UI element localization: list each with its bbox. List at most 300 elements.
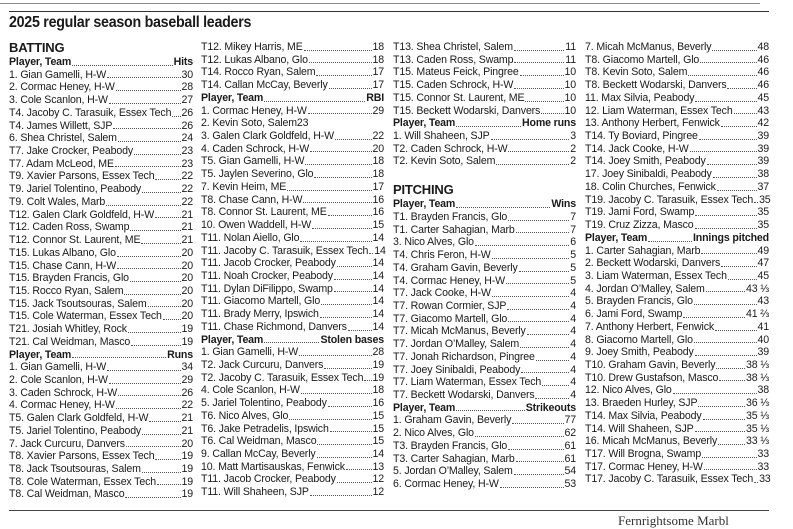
stat-value: 21	[181, 234, 193, 247]
dot-leader	[116, 407, 181, 409]
player-team: T7. Rowan Cormier, SJP	[393, 299, 507, 312]
player-team: 1. Gian Gamelli, H-W	[9, 361, 107, 374]
dot-leader	[716, 367, 745, 369]
stat-value: 39	[757, 142, 769, 155]
stat-value: 24	[181, 132, 193, 145]
player-team: 17. Joey Sinibaldi, Peabody	[585, 168, 712, 181]
dot-leader	[514, 87, 563, 89]
player-team: 6. Cormac Heney, H-W	[393, 478, 499, 490]
dot-leader	[142, 191, 180, 193]
player-team: 3. Caden Schrock, H-W	[9, 386, 118, 399]
player-team: 9. Joey Smith, Peabody	[585, 346, 694, 359]
player-team: T7. Giacomo Martell, Glo	[393, 312, 508, 325]
stat-value: 19	[372, 358, 384, 371]
stat-value: 15	[372, 435, 384, 448]
dot-leader	[328, 214, 372, 216]
leader-row	[585, 181, 769, 194]
player-team: 4. Caden Schrock, H-W	[201, 142, 310, 155]
leader-row	[393, 287, 576, 300]
leader-row	[393, 155, 576, 168]
dot-leader	[287, 189, 371, 191]
player-team: 5. Jordan O’Malley, Salem	[393, 465, 513, 478]
header-player-team: Player, Team	[201, 333, 264, 346]
dot-leader	[520, 74, 564, 76]
leader-row	[393, 224, 576, 237]
player-team: 6. Jami Ford, Swamp	[585, 308, 683, 321]
stat-value: 10	[564, 91, 576, 104]
player-team: T1. Brayden Francis, Glo	[393, 210, 508, 223]
dot-leader	[695, 214, 756, 216]
player-team: T6. Nico Alves, Glo	[201, 409, 289, 422]
stat-value: 17	[372, 180, 384, 193]
stat-value: 53	[564, 478, 576, 490]
stat-value: 5	[570, 261, 576, 274]
section-heading: BATTING	[9, 40, 65, 55]
player-team: 12. Liam Waterman, Essex Tech	[585, 104, 733, 117]
dot-leader	[369, 252, 373, 254]
leader-row	[585, 283, 769, 296]
dot-leader	[695, 100, 756, 102]
stat-value: 26	[181, 386, 193, 399]
dot-leader	[334, 278, 372, 280]
stat-value: 4	[570, 325, 576, 338]
player-team: T4. Jacoby C. Tarasuik, Essex Tech	[9, 106, 172, 119]
stat-value: 36 ⅓	[746, 397, 769, 410]
dot-leader	[134, 153, 180, 155]
stat-value: 5	[570, 249, 576, 262]
leader-row	[9, 425, 193, 438]
stat-value: 19	[181, 335, 193, 348]
player-team: T3. Carter Sahagian, Marb	[393, 452, 515, 465]
player-team: T15. Beckett Wodarski, Danvers	[393, 104, 541, 117]
leader-row	[201, 194, 384, 207]
leader-row	[9, 412, 193, 425]
leader-row	[585, 117, 769, 130]
leader-row	[9, 399, 193, 412]
stat-value: 28	[181, 81, 193, 94]
header-player-team: Player, Team	[393, 117, 456, 130]
stat-value: 49	[757, 244, 769, 257]
leader-row	[201, 435, 384, 448]
player-team: T2. Caden Schrock, H-W	[393, 142, 508, 155]
player-team: T8. Cole Waterman, Essex Tech	[9, 475, 156, 488]
leader-row	[585, 397, 769, 410]
player-team: T7. Jack Cooke, H-W	[393, 287, 491, 300]
dot-leader	[727, 87, 756, 89]
player-team: T11. Dylan DiFilippo, Swamp	[201, 282, 333, 295]
player-team: 9. Callan McCay, Beverly	[201, 448, 316, 460]
column-4	[585, 41, 769, 486]
stat-value: 21	[181, 412, 193, 425]
stat-value: 38 ⅓	[746, 371, 769, 384]
stat-value: 22	[181, 170, 193, 183]
stat-value: 20	[181, 310, 193, 323]
stat-value: 18	[372, 384, 384, 397]
player-team: 3. Cole Scanlon, H-W	[9, 94, 108, 107]
leader-row	[393, 376, 576, 389]
dot-leader	[496, 163, 569, 165]
player-team: 11. Max Silvia, Peabody	[585, 91, 695, 104]
dot-leader	[754, 481, 758, 483]
dot-leader	[330, 430, 372, 432]
leader-row	[9, 145, 193, 158]
stat-value: 14	[372, 231, 384, 244]
dot-leader	[107, 369, 180, 371]
stat-value: 61	[564, 439, 576, 452]
stat-value: 20	[372, 142, 384, 155]
player-team: T21. Josiah Whitley, Rock	[9, 323, 127, 336]
stat-value: 20	[181, 259, 193, 272]
stat-value: 17	[372, 79, 384, 92]
player-team: T9. Jariel Tolentino, Peabody	[9, 183, 142, 196]
leader-row	[393, 275, 576, 288]
dot-leader	[475, 244, 569, 246]
player-team: T12. Connor St. Laurent, ME	[9, 234, 141, 247]
dot-leader	[542, 384, 569, 386]
column-2	[201, 41, 384, 499]
stat-value: 17	[372, 66, 384, 79]
dot-leader	[131, 344, 180, 346]
stat-value: 14	[372, 320, 384, 333]
dot-leader	[107, 76, 180, 78]
stat-value: 19	[181, 450, 193, 463]
leader-row	[393, 130, 576, 143]
stat-value: 15	[372, 422, 384, 435]
stat-value: 41	[757, 320, 769, 333]
player-team: 18. Colin Churches, Fenwick	[585, 180, 716, 193]
stat-value: 14	[372, 269, 384, 282]
player-team: T14. Max Silvia, Peabody	[585, 409, 702, 422]
dot-leader	[718, 443, 745, 445]
player-team: T6. Jake Petradelis, Ipswich	[201, 422, 329, 435]
dot-leader	[117, 255, 181, 257]
stat-header-row	[9, 349, 193, 362]
player-team: T12. Caden Ross, Swamp	[9, 221, 130, 234]
stat-value: 14	[372, 295, 384, 308]
player-team: 6. Shea Christel, Salem	[9, 132, 117, 145]
dot-leader	[456, 125, 521, 127]
stat-name: Innings pitched	[692, 231, 769, 244]
dot-leader	[117, 267, 180, 269]
stat-value: 62	[564, 427, 576, 440]
dot-leader	[514, 473, 564, 475]
dot-leader	[695, 354, 757, 356]
dot-leader	[337, 265, 372, 267]
stat-value: 43	[757, 295, 769, 308]
player-team: T11. Brady Merry, Ipswich	[201, 308, 319, 321]
player-team: T4. Cormac Heney, H-W	[393, 274, 506, 287]
leader-row	[9, 272, 193, 285]
leader-row	[393, 440, 576, 453]
header-player-team: Player, Team	[201, 91, 264, 104]
stat-value: 18	[372, 41, 384, 53]
stat-value: 14	[372, 448, 384, 460]
leader-row	[9, 298, 193, 311]
dot-leader	[492, 295, 569, 297]
stat-value: 6	[570, 236, 576, 249]
dot-leader	[337, 481, 372, 483]
player-team: 2. Cole Scanlon, H-W	[9, 373, 108, 386]
leader-row	[585, 270, 769, 283]
leader-row	[9, 387, 193, 400]
leader-row	[585, 54, 769, 67]
player-team: T5. Jariel Tolentino, Peabody	[9, 424, 142, 437]
dot-leader	[516, 231, 570, 233]
player-team: T14. Joey Smith, Peabody	[585, 155, 706, 168]
dot-leader	[118, 394, 180, 396]
player-team: 1. Carter Sahagian, Marb	[585, 244, 701, 257]
dot-leader	[514, 61, 564, 63]
leader-row	[201, 219, 384, 232]
player-team: T4. James Willett, SJP	[9, 119, 113, 132]
section-heading: PITCHING	[393, 182, 454, 198]
leader-row	[393, 338, 576, 351]
player-team: T14. Callan McCay, Beverly	[201, 79, 328, 92]
dot-leader	[754, 201, 758, 203]
leader-row	[201, 473, 384, 486]
dot-leader	[673, 392, 757, 394]
dot-leader	[310, 150, 371, 152]
leader-row	[201, 448, 384, 461]
player-team: T11. Nolan Aiello, Glo	[201, 231, 300, 244]
stat-value: 4	[570, 287, 576, 300]
leader-row	[201, 245, 384, 258]
stat-value: 27	[181, 94, 193, 107]
stat-value: 5	[570, 274, 576, 287]
leader-row	[393, 364, 576, 377]
leader-row	[9, 463, 193, 476]
dot-leader	[702, 456, 756, 458]
dot-leader	[299, 354, 371, 356]
dot-leader	[695, 227, 757, 229]
leader-row	[9, 476, 193, 489]
leader-row	[201, 143, 384, 156]
leader-row	[201, 257, 384, 270]
player-team: T15. Chase Cann, H-W	[9, 259, 117, 272]
dot-leader	[535, 397, 569, 399]
dot-leader	[142, 471, 181, 473]
stat-value: 45	[757, 269, 769, 282]
stat-header-row	[585, 232, 769, 245]
stat-value: 18	[372, 168, 384, 181]
player-team: T9. Xavier Parsons, Essex Tech	[9, 170, 155, 183]
player-team: T15. Mateus Feick, Pingree	[393, 66, 519, 79]
player-team: T15. Lukas Albano, Glo	[9, 246, 116, 259]
leader-row	[585, 372, 769, 385]
stat-header-row	[201, 92, 384, 105]
stat-value: 20	[181, 284, 193, 297]
dot-leader	[308, 112, 372, 114]
leader-row	[585, 257, 769, 270]
stat-value: 35 ⅓	[746, 422, 769, 435]
leader-row	[393, 351, 576, 364]
leader-row	[201, 117, 384, 130]
dot-leader	[264, 341, 319, 343]
stat-value: 2	[570, 142, 576, 155]
stat-value: 22	[181, 399, 193, 412]
player-team: T13. Shea Christel, Salem	[393, 41, 513, 53]
dot-leader	[508, 150, 569, 152]
leader-row	[393, 211, 576, 224]
dot-leader	[527, 333, 570, 335]
player-team: 7. Jack Curcuru, Danvers	[9, 437, 125, 450]
stat-value: 26	[181, 106, 193, 119]
stat-value: 21	[181, 424, 193, 437]
leader-row	[201, 181, 384, 194]
player-team: T8. Xavier Parsons, Essex Tech	[9, 450, 155, 463]
leader-row	[585, 219, 769, 232]
leader-row	[585, 194, 769, 207]
dot-leader	[155, 178, 180, 180]
dot-leader	[149, 420, 180, 422]
leader-row	[393, 313, 576, 326]
leader-row	[585, 473, 769, 486]
player-team: T2. Kevin Soto, Salem	[393, 155, 496, 168]
dot-leader	[706, 290, 745, 292]
dot-leader	[734, 112, 757, 114]
stat-header-row	[9, 56, 193, 69]
player-team: T15. Connor St. Laurent, ME	[393, 91, 525, 104]
player-team: T12. Mikey Harris, ME	[201, 41, 303, 53]
stat-value: 38 ⅓	[746, 358, 769, 371]
player-team: T15. Brayden Francis, Glo	[9, 272, 129, 285]
player-team: T8. Kevin Soto, Salem	[585, 66, 688, 79]
stat-value: 18	[372, 155, 384, 168]
stat-value: 38	[757, 384, 769, 397]
dot-leader	[508, 448, 563, 450]
player-team: 16. Micah McManus, Beverly	[585, 435, 718, 448]
player-team: T15. Jack Tsoutsouras, Salem	[9, 297, 147, 310]
player-team: T11. Jacob Crocker, Peabody	[201, 473, 336, 486]
leader-row	[9, 488, 193, 501]
leader-row	[9, 234, 193, 247]
leader-row	[9, 183, 193, 196]
dot-leader	[126, 445, 181, 447]
player-team: T11. Will Shaheen, SJP	[201, 486, 309, 499]
leader-row	[201, 486, 384, 499]
dot-leader	[491, 138, 570, 140]
leader-row	[585, 321, 769, 334]
stat-value: 22	[181, 183, 193, 196]
leader-row	[201, 308, 384, 321]
leader-row	[393, 92, 576, 105]
leader-row	[585, 346, 769, 359]
leader-row	[393, 143, 576, 156]
stat-value: 14	[372, 282, 384, 295]
dot-leader	[301, 392, 372, 394]
dot-leader	[163, 318, 181, 320]
stat-value: 19	[181, 488, 193, 501]
leader-row	[201, 295, 384, 308]
player-team: T6. Cal Weidman, Masco	[201, 435, 317, 448]
leader-row	[9, 209, 193, 222]
player-team: 4. Cormac Heney, H-W	[9, 399, 115, 412]
player-team: 2. Nico Alves, Glo	[393, 427, 474, 440]
dot-leader	[130, 229, 180, 231]
stat-value: 33	[759, 473, 771, 486]
stat-value: 16	[372, 193, 384, 206]
stat-value: 28	[372, 346, 384, 359]
dot-leader	[719, 379, 745, 381]
top-rule	[0, 3, 760, 4]
stat-value: 7	[570, 210, 576, 223]
player-team: T2. Jacoby C. Tarasuik, Essex Tech	[201, 371, 364, 384]
stat-value: 43	[757, 104, 769, 117]
leader-row	[9, 260, 193, 273]
leader-row	[393, 236, 576, 249]
dot-leader	[329, 87, 372, 89]
player-team: T15. Caden Schrock, H-W	[393, 79, 514, 92]
leader-row	[393, 453, 576, 466]
dot-leader	[72, 64, 172, 66]
leader-row	[201, 359, 384, 372]
stat-value: 15	[372, 219, 384, 232]
stat-name: Strikeouts	[525, 401, 576, 414]
leader-row	[201, 66, 384, 79]
stat-value: 4	[570, 376, 576, 389]
player-team: T8. Giacomo Martell, Glo	[585, 53, 700, 66]
leader-row	[393, 79, 576, 92]
leader-row	[201, 283, 384, 296]
stat-value: 4	[570, 363, 576, 376]
leader-row	[9, 69, 193, 82]
player-team: T14. Rocco Ryan, Salem	[201, 66, 316, 79]
player-team: 13. Braeden Hurley, SJP	[585, 397, 698, 410]
player-team: 12. Nico Alves, Glo	[585, 384, 672, 397]
stat-value: 48	[757, 41, 769, 53]
player-team: T7. Liam Waterman, Essex Tech	[393, 376, 542, 389]
player-team: 3. Galen Clark Goldfeld, H-W	[201, 130, 334, 143]
player-team: T7. Micah McManus, Beverly	[393, 325, 526, 338]
player-team: T11. Jacob Crocker, Peabody	[201, 257, 336, 270]
dot-leader	[688, 74, 756, 76]
leader-row	[585, 130, 769, 143]
stat-value: 3	[570, 130, 576, 143]
stat-value: 45	[757, 91, 769, 104]
dot-leader	[309, 61, 372, 63]
player-team: T14. Will Shaheen, SJP	[585, 422, 694, 435]
leader-row	[393, 414, 576, 427]
player-team: T5. Jaylen Severino, Glo	[201, 168, 314, 181]
player-team: T10. Drew Gustafson, Masco	[585, 371, 719, 384]
dot-leader	[508, 219, 569, 221]
player-team: T1. Carter Sahagian, Marb	[393, 223, 515, 236]
leader-row	[9, 361, 193, 374]
dot-leader	[320, 316, 372, 318]
stat-value: 4	[570, 350, 576, 363]
stat-value: 19	[372, 371, 384, 384]
dot-leader	[304, 49, 372, 51]
leader-row	[201, 232, 384, 245]
stat-value: 23	[181, 157, 193, 170]
player-team: 8. Giacomo Martell, Glo	[585, 333, 693, 346]
stat-value: 20	[181, 437, 193, 450]
player-team: 1. Cormac Heney, H-W	[201, 104, 307, 117]
player-team: T11. Noah Crocker, Peabody	[201, 269, 333, 282]
stat-value: 14	[372, 257, 384, 270]
dot-leader	[157, 483, 181, 485]
dot-leader	[172, 115, 180, 117]
dot-leader	[142, 433, 180, 435]
leader-row	[393, 249, 576, 262]
dot-leader	[475, 435, 564, 437]
dot-leader	[456, 206, 550, 208]
column-1	[9, 40, 193, 501]
dot-leader	[695, 430, 745, 432]
player-team: T12. Lukas Albano, Glo	[201, 53, 308, 66]
leader-row	[9, 196, 193, 209]
leader-row	[201, 79, 384, 92]
